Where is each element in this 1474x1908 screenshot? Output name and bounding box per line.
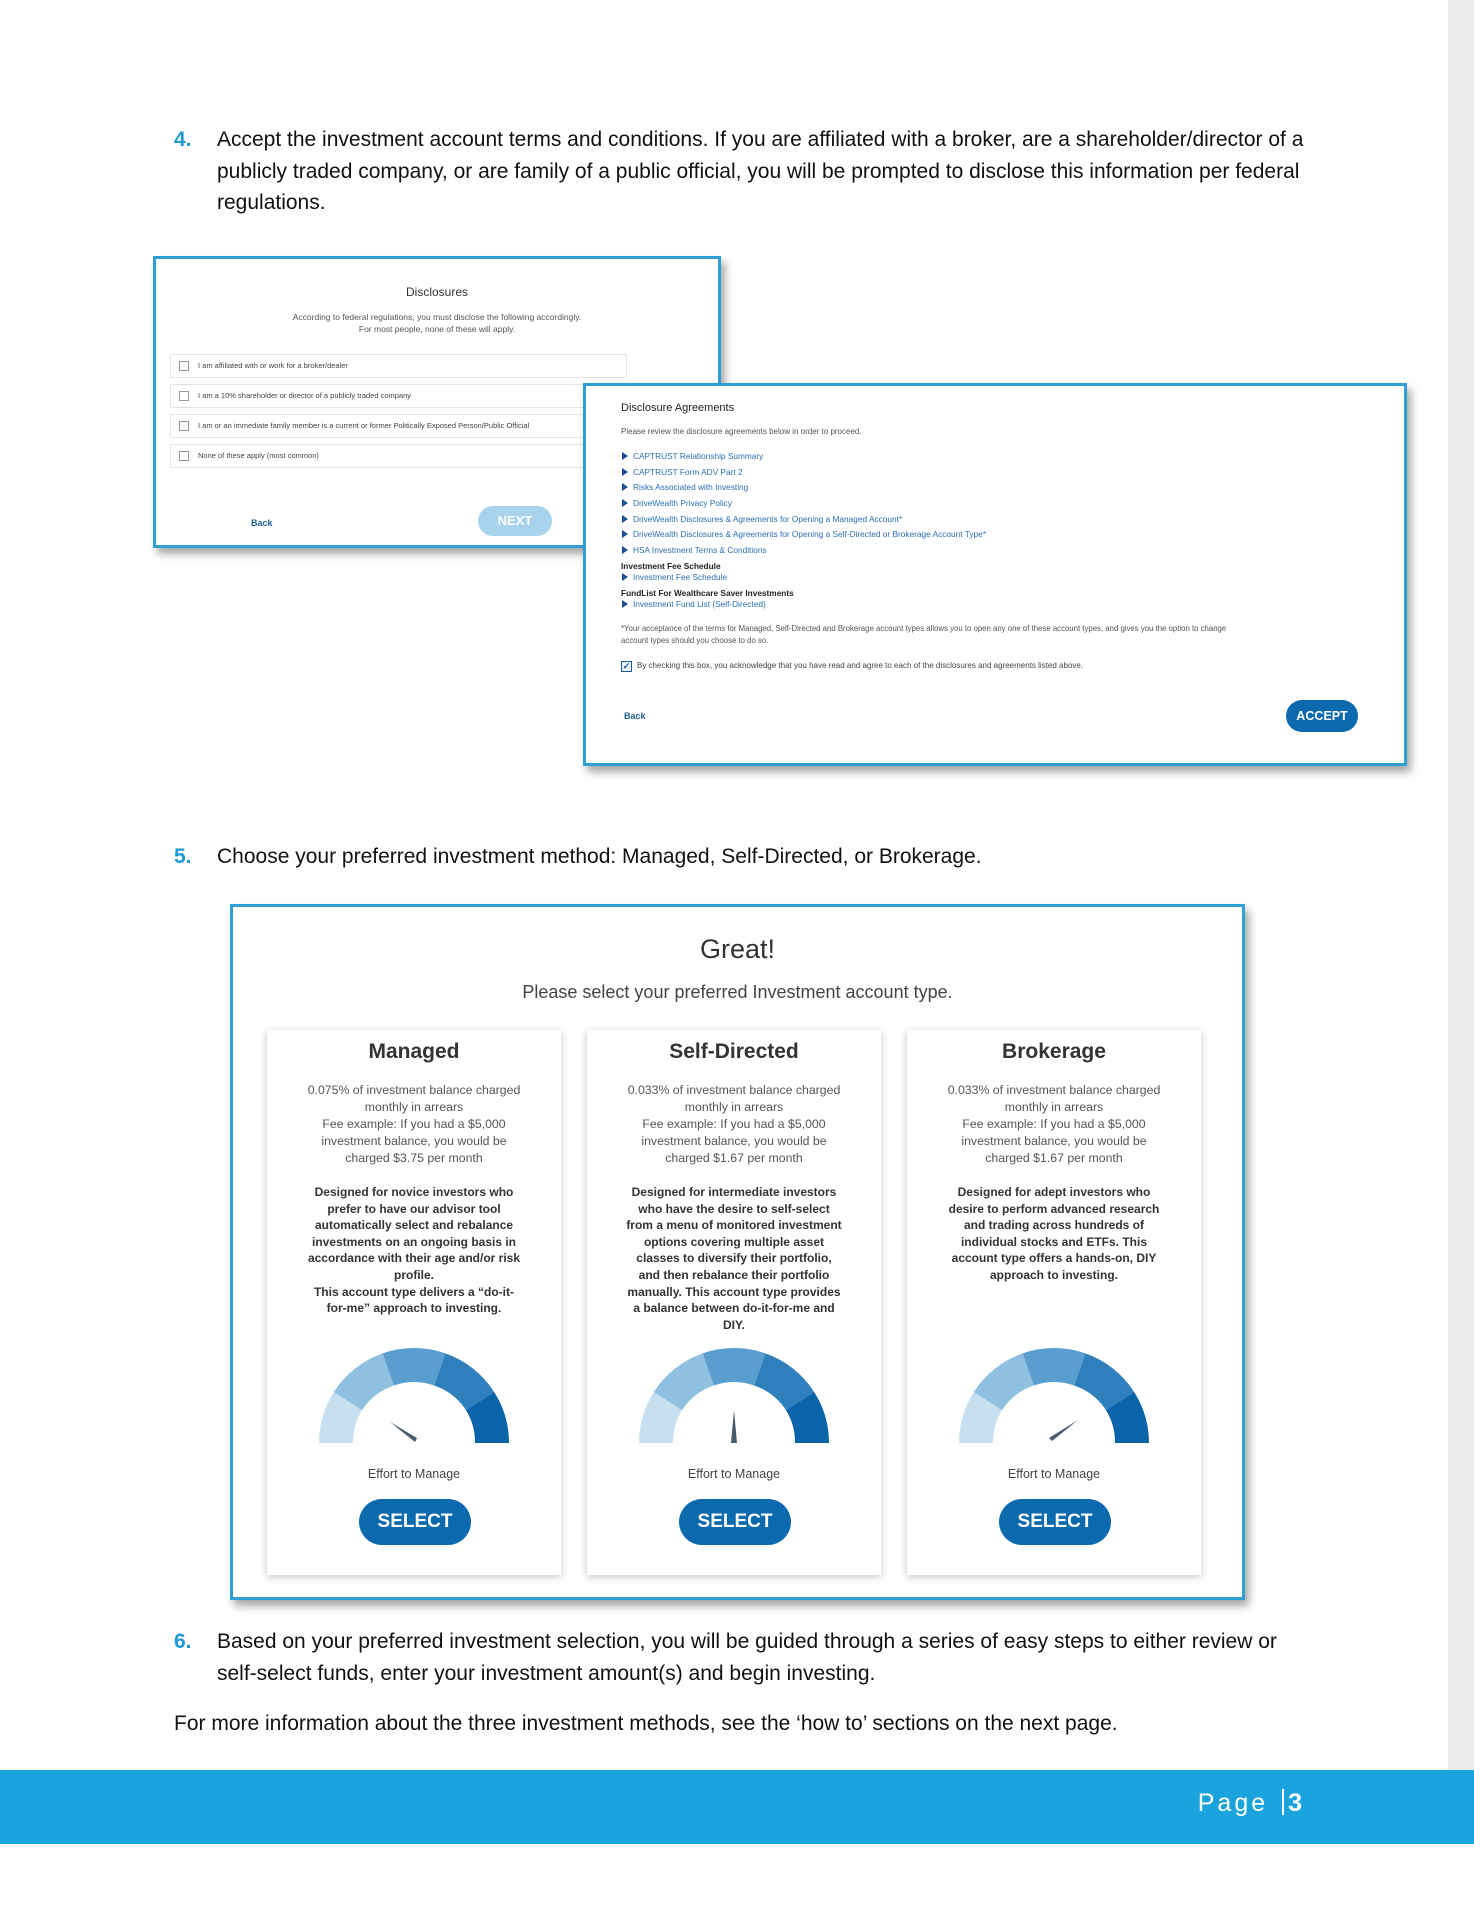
acknowledge-checkbox[interactable]: ✓	[622, 661, 631, 671]
card-description: Designed for novice investors who prefer to have our advisor tool automatically select and rebalance investments on an ongoing basis in accordance with their age and/or risk profile. This account type delivers a “do-it- for-me” approach to investing.	[307, 1185, 521, 1316]
select-brokerage-button[interactable]: SELECT	[999, 1499, 1111, 1545]
page-footer	[0, 1770, 1474, 1844]
caret-right-icon	[622, 468, 628, 476]
effort-label: Effort to Manage	[1007, 1467, 1101, 1481]
effort-label: Effort to Manage	[367, 1467, 461, 1481]
disclosures-title: Disclosures	[405, 285, 468, 299]
disclosure-option[interactable]	[170, 444, 627, 468]
fund-list-heading: FundList For Wealthcare Saver Investments	[621, 588, 794, 598]
agreement-link[interactable]: DriveWealth Privacy Policy	[622, 498, 732, 508]
caret-right-icon	[622, 546, 628, 554]
disclosures-intro-1: According to federal regulations, you must disclose the following accordingly.	[292, 312, 582, 322]
select-self-directed-button[interactable]: SELECT	[679, 1499, 791, 1545]
next-button[interactable]: NEXT	[478, 506, 552, 536]
card-title: Brokerage	[1002, 1040, 1106, 1063]
back-link[interactable]: Back	[624, 711, 646, 721]
caret-right-icon	[622, 530, 628, 538]
great-heading: Great!	[699, 934, 776, 964]
step-number: 5.	[174, 845, 192, 868]
account-card-managed	[267, 1030, 561, 1575]
agreement-link[interactable]: HSA Investment Terms & Conditions	[622, 545, 767, 555]
caret-right-icon	[622, 515, 628, 523]
agreements-footnote-2: account types should you choose to do so.	[621, 636, 769, 645]
more-info-note: For more information about the three investment methods, see the ‘how to’ sections on the next page.	[174, 1712, 1118, 1735]
disclosure-option[interactable]	[170, 354, 627, 378]
option-label: I am a 10% shareholder or director of a publicly traded company	[198, 391, 412, 400]
step-text: Accept the investment account terms and conditions. If you are affiliated with a broker, are a shareholder/director of a publicly traded company, or are family of a public official, you will be prompted to disclose this information per federal regulations.	[217, 128, 1304, 214]
accept-button[interactable]: ACCEPT	[1286, 700, 1358, 732]
option-label: I am affiliated with or work for a broker/dealer	[198, 361, 348, 370]
card-fee: 0.033% of investment balance charged monthly in arrears Fee example: If you had a $5,000 investment balance, you would be charged $1.67 per month	[627, 1083, 841, 1165]
fee-schedule-heading: Investment Fee Schedule	[621, 561, 721, 571]
select-managed-button[interactable]: SELECT	[359, 1499, 471, 1545]
checkbox[interactable]	[179, 361, 189, 371]
caret-right-icon	[622, 600, 628, 608]
page-edge-shadow	[1448, 0, 1474, 1770]
option-label: None of these apply (most common)	[198, 451, 319, 460]
effort-gauge-icon	[319, 1348, 509, 1448]
effort-gauge-icon	[639, 1348, 829, 1448]
disclosure-option[interactable]	[170, 414, 627, 438]
card-title: Managed	[368, 1040, 460, 1063]
effort-label: Effort to Manage	[687, 1467, 781, 1481]
agreements-intro: Please review the disclosure agreements below in order to proceed.	[621, 427, 862, 436]
step-number: 4.	[174, 128, 192, 151]
option-label: I am or an immediate family member is a current or former Politically Exposed Person/Public Official	[198, 421, 530, 430]
checkbox[interactable]	[179, 421, 189, 431]
agreement-link[interactable]: CAPTRUST Relationship Summary	[622, 451, 763, 461]
step-text: Choose your preferred investment method: Managed, Self-Directed, or Brokerage.	[217, 845, 982, 868]
agreement-link[interactable]: CAPTRUST Form ADV Part 2	[622, 467, 743, 477]
agreements-footnote-1: *Your acceptance of the terms for Managed, Self-Directed and Brokerage account types allows you to open any one of these account types, and gives you the option to change	[621, 624, 1227, 633]
caret-right-icon	[622, 499, 628, 507]
caret-right-icon	[622, 452, 628, 460]
agreement-link[interactable]: DriveWealth Disclosures & Agreements for Opening a Managed Account*	[622, 514, 902, 524]
back-link[interactable]: Back	[251, 518, 273, 528]
acknowledge-label: By checking this box, you acknowledge that you have read and agree to each of the disclosures and agreements listed above.	[637, 661, 1084, 670]
card-title: Self-Directed	[669, 1040, 799, 1063]
agreement-link[interactable]: Risks Associated with Investing	[622, 482, 748, 492]
step-text: Based on your preferred investment selection, you will be guided through a series of easy steps to either review or self-select funds, enter your investment amount(s) and begin investing.	[217, 1630, 1277, 1685]
account-type-subheading: Please select your preferred Investment account type.	[522, 982, 953, 1002]
disclosures-intro-2: For most people, none of these will apply.	[358, 324, 516, 334]
account-type-screenshot	[230, 904, 1245, 1600]
disclosure-agreements-screenshot	[583, 383, 1407, 766]
checkbox[interactable]	[179, 451, 189, 461]
card-fee: 0.033% of investment balance charged monthly in arrears Fee example: If you had a $5,000 investment balance, you would be charged $1.67 per month	[947, 1083, 1161, 1165]
agreements-title: Disclosure Agreements	[621, 402, 735, 414]
account-card-brokerage	[907, 1030, 1201, 1575]
effort-gauge-icon	[959, 1348, 1149, 1448]
checkbox[interactable]	[179, 391, 189, 401]
page-number: 3	[1288, 1789, 1302, 1817]
card-description: Designed for intermediate investors who have the desire to self-select from a menu of monitored investment options covering multiple asset classes to diversify their portfolio, and then rebalance their portfolio manually. This account type provides a balance between do-it-for-me and DIY.	[626, 1185, 842, 1332]
agreement-link[interactable]: Investment Fee Schedule	[622, 572, 727, 582]
caret-right-icon	[622, 573, 628, 581]
agreement-link[interactable]: Investment Fund List (Self-Directed)	[622, 599, 766, 609]
caret-right-icon	[622, 483, 628, 491]
page-indicator: Page 3	[1197, 1789, 1302, 1817]
step-number: 6.	[174, 1630, 192, 1653]
card-fee: 0.075% of investment balance charged monthly in arrears Fee example: If you had a $5,000 investment balance, you would be charged $3.75 per month	[307, 1083, 521, 1165]
disclosure-option[interactable]	[170, 384, 627, 408]
agreement-link[interactable]: DriveWealth Disclosures & Agreements for Opening a Self-Directed or Brokerage Account Type*	[622, 529, 986, 539]
account-card-self-directed	[587, 1030, 881, 1575]
card-description: Designed for adept investors who desire to perform advanced research and trading across hundreds of individual stocks and ETFs. This account type offers a hands-on, DIY approach to investing.	[948, 1185, 1160, 1282]
